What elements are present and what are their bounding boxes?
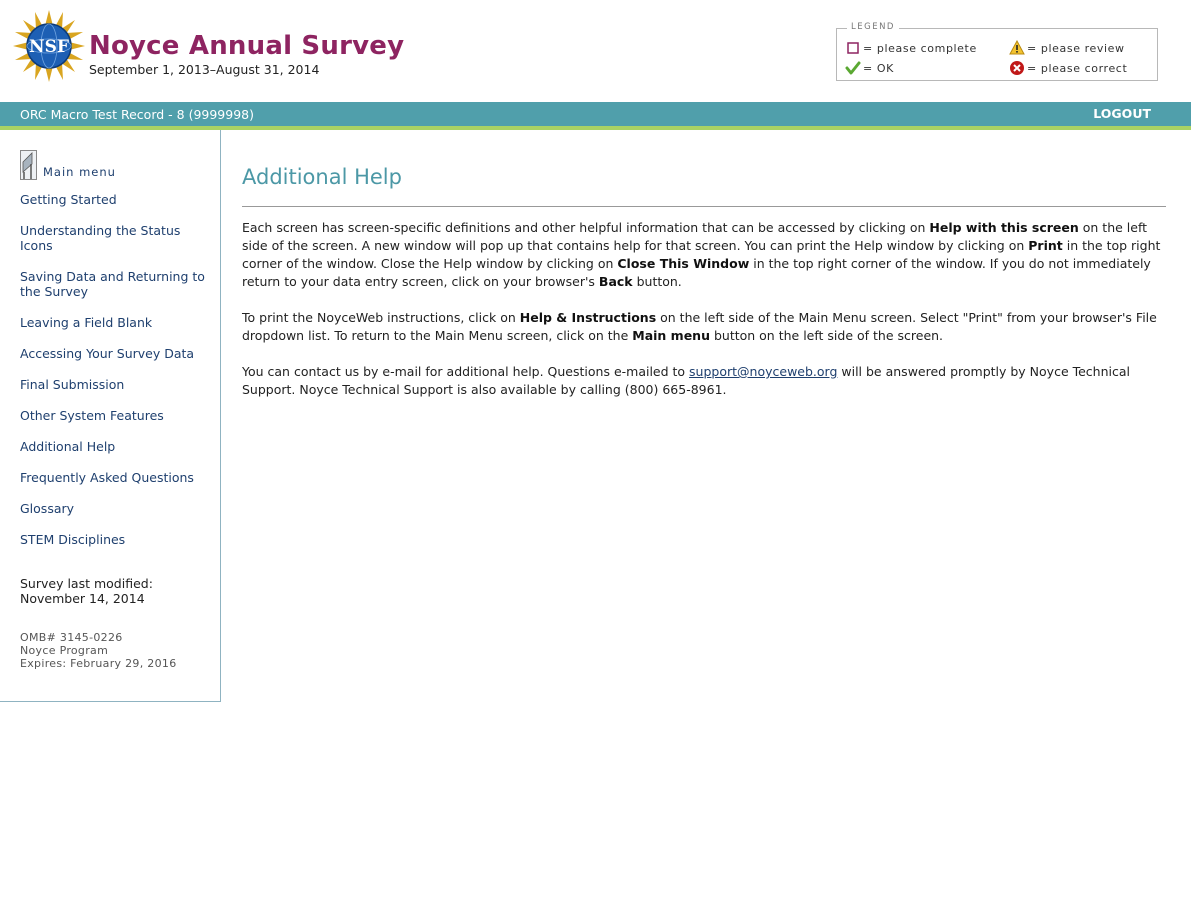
empty-checkbox-icon bbox=[845, 40, 861, 56]
page-title: Additional Help bbox=[242, 165, 402, 189]
p2-text-1: To print the NoyceWeb instructions, click on bbox=[242, 310, 520, 325]
p1-text-5: button. bbox=[632, 274, 682, 289]
p1-bold-close-window: Close This Window bbox=[617, 256, 750, 271]
help-topics-nav bbox=[20, 192, 210, 563]
nav-faq[interactable]: Frequently Asked Questions bbox=[20, 470, 194, 485]
legend-label-correct: = please correct bbox=[1027, 61, 1128, 75]
nav-getting-started[interactable]: Getting Started bbox=[20, 192, 117, 207]
nav-accessing-survey-data[interactable]: Accessing Your Survey Data bbox=[20, 346, 195, 361]
legend-title: LEGEND bbox=[847, 22, 899, 32]
main-menu-button[interactable] bbox=[20, 150, 116, 183]
record-label: ORC Macro Test Record - 8 (9999998) bbox=[20, 107, 254, 122]
p1-text-3: in the top right corner of the window. Close the Help window by clicking on bbox=[242, 238, 1161, 271]
legend-label-complete: = please complete bbox=[863, 41, 977, 55]
legend-item-review bbox=[1009, 40, 1125, 56]
p2-bold-help-instructions: Help & Instructions bbox=[519, 310, 657, 325]
nav-other-system-features[interactable]: Other System Features bbox=[20, 408, 164, 423]
survey-dates: September 1, 2013–August 31, 2014 bbox=[89, 62, 320, 77]
nsf-logo bbox=[13, 10, 85, 82]
modified-label: Survey last modified: bbox=[20, 576, 153, 591]
nav-leaving-field-blank[interactable]: Leaving a Field Blank bbox=[20, 315, 153, 330]
sidebar bbox=[0, 130, 221, 702]
expiration-date: Expires: February 29, 2016 bbox=[20, 657, 177, 670]
nsf-logo-text: NSF bbox=[29, 37, 69, 57]
p1-bold-print: Print bbox=[1028, 238, 1063, 253]
program-name: Noyce Program bbox=[20, 644, 109, 657]
nav-understanding-status-icons[interactable]: Understanding the Status Icons bbox=[20, 223, 181, 253]
nav-saving-data[interactable]: Saving Data and Returning to the Survey bbox=[20, 269, 205, 299]
title-divider bbox=[242, 206, 1166, 207]
p1-bold-help-screen: Help with this screen bbox=[929, 220, 1079, 235]
help-paragraph-1 bbox=[242, 219, 1166, 291]
p1-text-1: Each screen has screen-specific definitions and other helpful information that can be accessed by clicking on bbox=[242, 220, 930, 235]
legend-item-correct bbox=[1009, 60, 1127, 76]
p1-text-2: on the left side of the screen. A new window will pop up that contains help for that screen. You can print the Help window by clicking on bbox=[242, 220, 1148, 253]
legend-label-review: = please review bbox=[1027, 41, 1125, 55]
main-menu-label: Main menu bbox=[43, 165, 116, 179]
legend-box bbox=[836, 22, 1158, 81]
modified-date: November 14, 2014 bbox=[20, 591, 145, 606]
warning-icon bbox=[1009, 40, 1025, 56]
error-icon bbox=[1009, 60, 1025, 76]
omb-info bbox=[20, 631, 177, 670]
legend-item-complete bbox=[845, 40, 977, 56]
app-title: Noyce Annual Survey bbox=[89, 31, 405, 61]
logout-button[interactable]: LOGOUT bbox=[1093, 106, 1151, 121]
help-paragraph-2 bbox=[242, 309, 1166, 345]
support-email-link[interactable]: support@noyceweb.org bbox=[689, 364, 838, 379]
main-menu-icon bbox=[20, 150, 37, 183]
p2-text-3: button on the left side of the screen. bbox=[709, 328, 944, 343]
survey-modified bbox=[20, 576, 153, 606]
p1-text-4: in the top right corner of the window. If you do not immediately return to your data entry screen, click on your browser's bbox=[242, 256, 1151, 289]
nav-stem-disciplines[interactable]: STEM Disciplines bbox=[20, 532, 126, 547]
checkmark-icon bbox=[845, 60, 861, 76]
legend-item-ok bbox=[845, 60, 894, 76]
p2-text-2: on the left side of the Main Menu screen. Select "Print" from your browser's File dropdown list. To return to the Main Menu screen, click on the bbox=[242, 310, 1157, 343]
help-paragraph-3 bbox=[242, 363, 1166, 399]
p3-text-1: You can contact us by e-mail for additional help. Questions e-mailed to bbox=[242, 364, 690, 379]
legend-label-ok: = OK bbox=[863, 61, 894, 75]
nav-final-submission[interactable]: Final Submission bbox=[20, 377, 125, 392]
p1-bold-back: Back bbox=[598, 274, 633, 289]
p2-bold-main-menu: Main menu bbox=[632, 328, 710, 343]
nav-glossary[interactable]: Glossary bbox=[20, 501, 75, 516]
nav-additional-help[interactable]: Additional Help bbox=[20, 439, 116, 454]
p3-text-2: will be answered promptly by Noyce Technical Support. Noyce Technical Support is also available by calling (800) 665-8961. bbox=[242, 364, 1131, 397]
omb-number: OMB# 3145-0226 bbox=[20, 631, 123, 644]
